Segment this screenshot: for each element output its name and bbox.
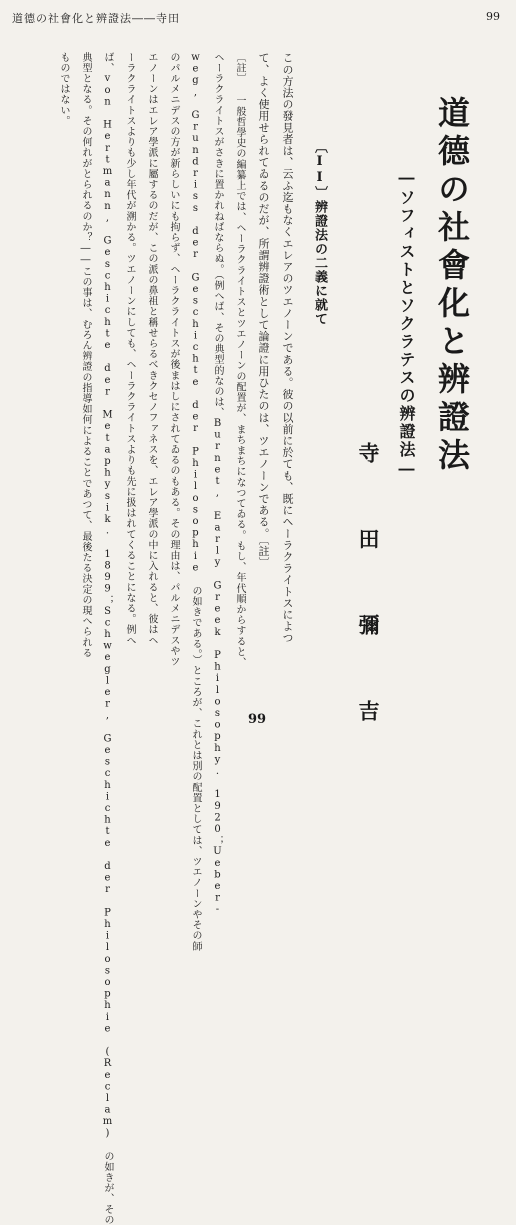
body-line: この方法の發見者は、云ふ迄もなくエレアのツエノーンである。彼の以前に於ても、既にヘーラクライトスによつ [281, 52, 294, 644]
note-line: 〔註〕 一般哲學史の編纂上では、ヘーラクライトスとツエノーンの配置が、まちまちになつてゐる。もし、年代順からすると、 [234, 52, 245, 668]
note-line: 典型となる。その何れがとられるのか？――この事は、むろん辨證の指導如何によることであつて、最後たる決定の現へられる [80, 52, 91, 659]
note-line: ば、von Hertmann, Geschichte der Metaphysik. 1899；Schwegler, Geschichte der Philosophie (Reclam) の如きが、その [102, 52, 113, 1225]
page-number: 99 [248, 712, 267, 727]
author-name: 寺 田 彌 吉 [356, 442, 381, 741]
section-heading: 〔II〕辨證法の二義に就て [312, 140, 327, 326]
note-line: ーラクライトスよりも少し年代が溯かる。ツエノーンにしても、ヘーラクライトスよりも先に扱はれてくることになる。例へ [124, 52, 135, 646]
body-line: て、よく使用せられてゐるのだが、所謂辨證術として論證に用ひたのは、ツエノーンである。〔註〕 [257, 52, 270, 569]
running-header-page-mark: 99 [486, 10, 500, 23]
article-title: 道德の社會化と辨證法 [433, 96, 471, 476]
article-subtitle: ―ソフィストとソクラテスの辨證法― [397, 168, 416, 480]
note-line: のパルメニデスの方が新らしいにも拘らず、ヘーラクライトスが後まはしにされてゐるのもある。その理由は、パルメニデスやツ [168, 52, 179, 667]
note-line: weg, Grundriss der Geschichte der Philosophie の如きである。）ところが、これとは別の配置としては、ツエノーンやその師 [190, 52, 201, 952]
note-line: ヘーラクライトスがさきに置かれねばならぬ。（例へば、その典型的なのは、Burnet, Early Greek Philosophy. 1920；Ueber- [212, 52, 223, 916]
note-line: ものではない。 [58, 52, 69, 127]
running-header: 道德の社會化と辨證法――寺田 [12, 12, 180, 25]
note-line: エノーンはエレア學派に屬するのだが、この派の鼻祖と稱せらるべきクセノファネスを、エレア學派の中に入れると、彼はヘ [146, 52, 157, 646]
